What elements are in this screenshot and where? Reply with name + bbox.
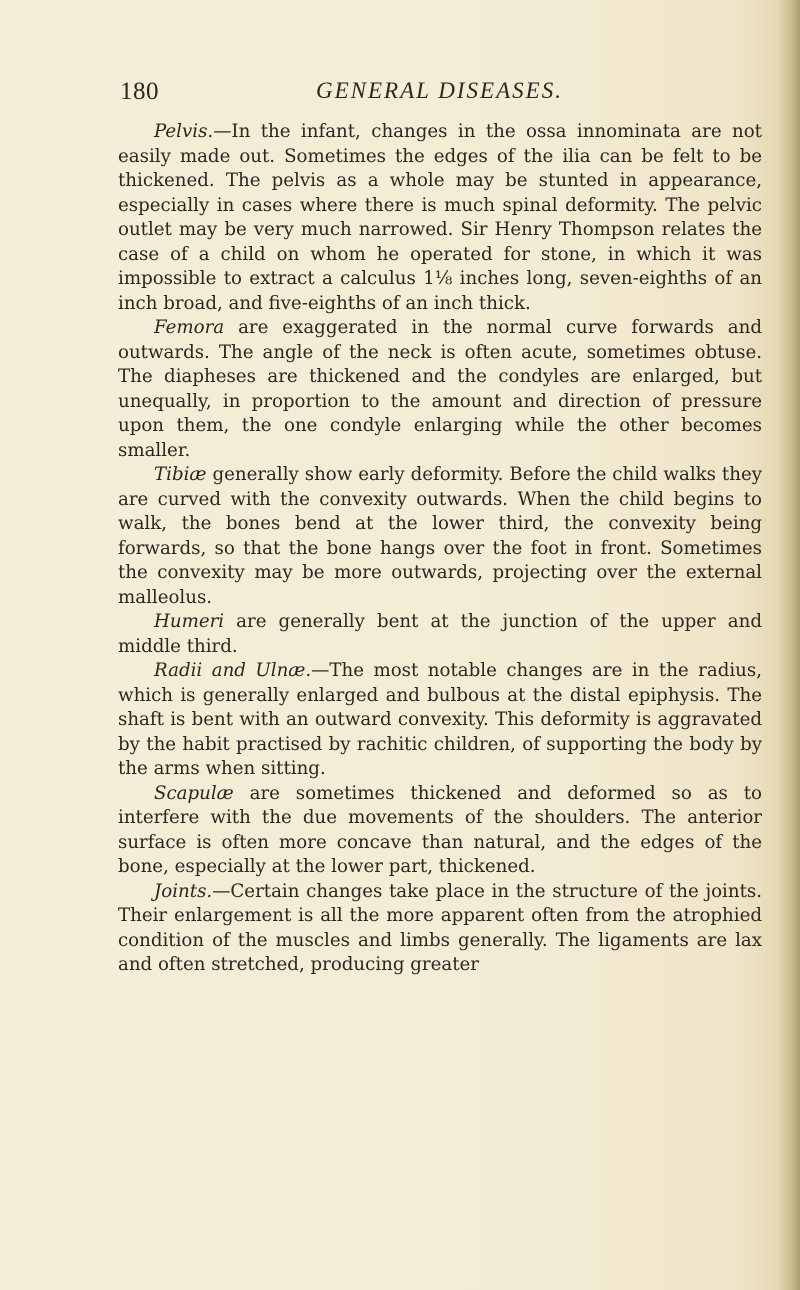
paragraph-lead: Tibiæ	[154, 464, 207, 485]
paragraph-text: generally show early deformity. Before the child walks they are curved with the convexity outwards. When the child begins to walk, the bones bend at the lower third, the convexity being forwards, so that the bone hangs over the foot in front. Sometimes the convexity may be more outwards, projecting over the external malleolus.	[118, 464, 762, 608]
paragraph-lead: Scapulæ	[154, 782, 234, 804]
paragraph-tibiae	[118, 463, 762, 610]
paragraph-humeri	[118, 610, 762, 659]
page-edge-shadow	[778, 0, 800, 1290]
paragraph-lead: Radii and Ulnæ.	[154, 660, 312, 681]
paragraph-text: are sometimes thickened and deformed so as to interfere with the due movements of the shoulders. The anterior surface is often more concave than natural, and the edges of the bone, especially at the lower part, thickened.	[118, 782, 762, 877]
paragraph-lead: Joints.	[154, 880, 213, 902]
paragraph-text: are generally bent at the junction of the upper and middle third.	[118, 611, 762, 657]
paragraph-joints	[118, 880, 762, 978]
paragraph-lead: Humeri	[154, 611, 225, 632]
paragraph-text: are exaggerated in the normal curve forwards and outwards. The angle of the neck is often acute, sometimes obtuse. The diapheses are thickened and the condyles are enlarged, but unequally, in proportion to the amount and direction of pressure upon them, the one condyle enlarging while the other becomes smaller.	[118, 317, 762, 461]
paragraph-lead: Femora	[154, 317, 225, 338]
paragraph-femora	[118, 316, 762, 463]
paragraph-radii-ulnae	[118, 659, 762, 782]
paragraph-pelvis	[118, 120, 762, 316]
paragraph-text: —In the infant, changes in the ossa innominata are not easily made out. Sometimes the edges of the ilia can be felt to be thickened. The pelvis as a whole may be stunted in appearance, especially in cases where there is much spinal deformity. The pelvic outlet may be very much narrowed. Sir Henry Thompson relates the case of a child on whom he operated for stone, in which it was impossible to extract a calculus 1⅛ inches long, seven-eighths of an inch broad, and five-eighths of an inch thick.	[118, 121, 762, 314]
paragraph-text: —The most notable changes are in the radius, which is generally enlarged and bulbous at the distal epiphysis. The shaft is bent with an outward convexity. This deformity is aggravated by the habit practised by rachitic children, of supporting the body by the arms when sitting.	[118, 660, 762, 779]
running-head: GENERAL DISEASES.	[316, 78, 563, 103]
paragraph-scapulae	[118, 782, 762, 880]
paragraph-lead: Pelvis.	[154, 121, 214, 142]
body-text	[118, 120, 762, 978]
paragraph-text: —Certain changes take place in the structure of the joints. Their enlargement is all the more apparent often from the atrophied condition of the muscles and limbs generally. The ligaments are lax and often stretched, producing greater	[118, 880, 762, 975]
page-header	[120, 78, 760, 108]
page-number: 180	[120, 78, 159, 105]
